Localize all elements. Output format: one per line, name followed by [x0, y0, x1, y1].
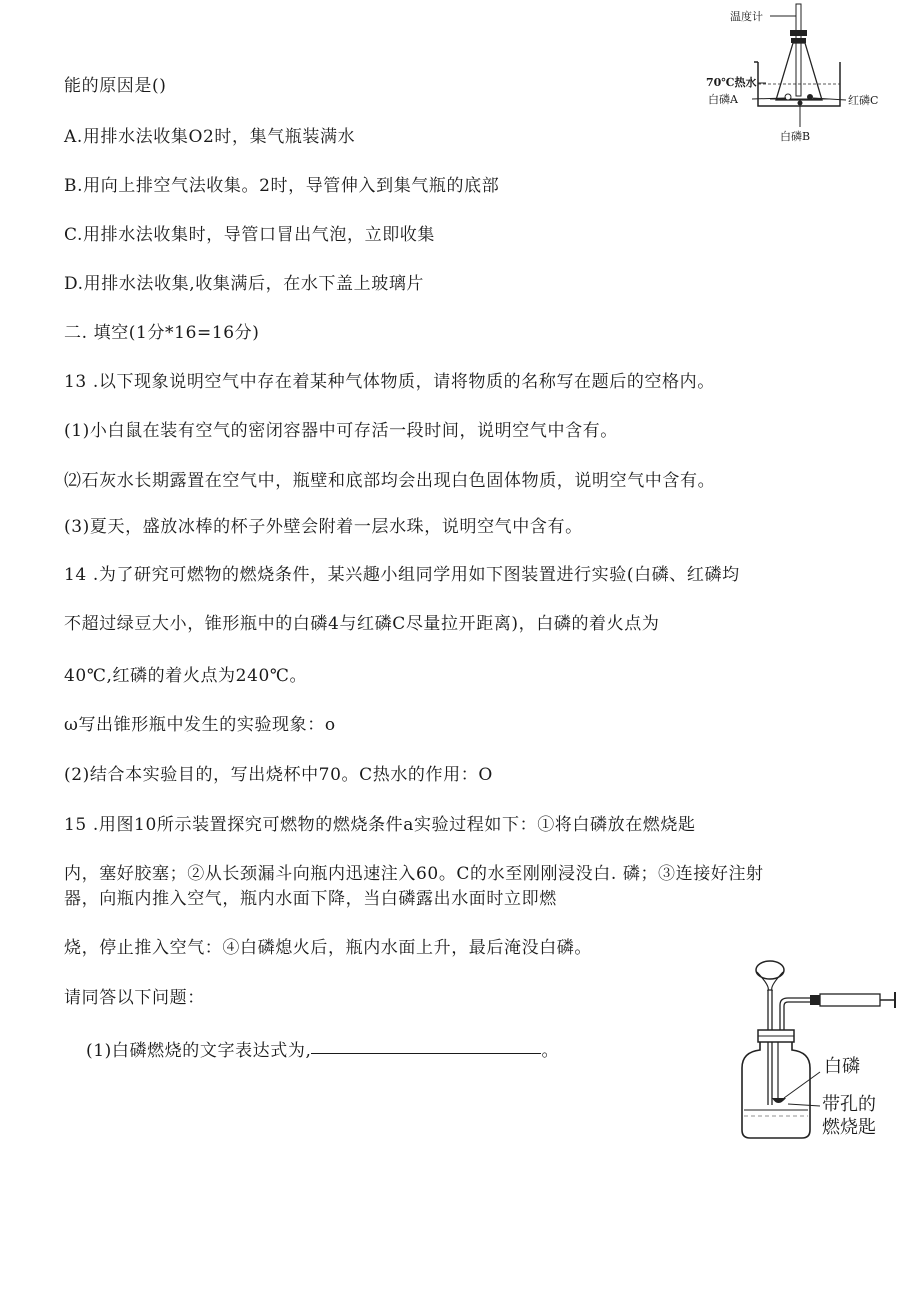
- syringe-icon: [820, 994, 880, 1006]
- question-15-1-text: (1)白磷燃烧的文字表达式为,: [86, 1041, 312, 1061]
- connector: [810, 995, 820, 1005]
- bottle-figure: [730, 950, 905, 1145]
- hot-water-label: 70℃热水: [706, 76, 757, 89]
- white-phosphorus-label: 白磷: [824, 1056, 860, 1077]
- option-d: D.用排水法收集,收集满后，在水下盖上玻璃片: [64, 274, 425, 294]
- option-a: A.用排水法收集O2时，集气瓶装满水: [64, 127, 356, 147]
- thermometer-label: 温度计: [730, 10, 763, 23]
- white-phosphorus-a-label: 白磷A: [708, 93, 738, 106]
- answer-blank: [311, 1035, 541, 1054]
- white-phosphorus-a-icon: [785, 94, 791, 100]
- red-phosphorus-c-label: 红磷C: [848, 94, 879, 107]
- spoon-leader: [788, 1104, 820, 1106]
- question-15: 15 .用图10所示装置探究可燃物的燃烧条件a实验过程如下：①将白磷放在燃烧匙: [64, 815, 696, 835]
- white-phosphorus-b-icon: [798, 101, 803, 106]
- question-14: 14 .为了研究可燃物的燃烧条件，某兴趣小组同学用如下图装置进行实验(白磷、红磷均: [64, 565, 740, 585]
- question-14-cont-1: 不超过绿豆大小，锥形瓶中的白磷4与红磷C尽量拉开距离)，白磷的着火点为: [64, 614, 660, 634]
- option-c: C.用排水法收集时，导管口冒出气泡，立即收集: [64, 225, 436, 245]
- bottle-icon: [742, 1042, 810, 1138]
- question-14-1: ω写出锥形瓶中发生的实验现象：o: [64, 715, 336, 735]
- question-15-cont-2: 器，向瓶内推入空气，瓶内水面下降，当白磷露出水面时立即燃: [64, 889, 557, 909]
- spoon-label-line2: 燃烧匙: [822, 1117, 876, 1138]
- question-15-cont-3: 烧，停止推入空气：④白磷熄火后，瓶内水面上升，最后淹没白磷。: [64, 938, 592, 958]
- question-13-2: ⑵石灰水长期露置在空气中，瓶壁和底部均会出现白色固体物质，说明空气中含有。: [64, 471, 716, 491]
- question-14-2: (2)结合本实验目的，写出烧杯中70。C热水的作用：O: [64, 765, 493, 785]
- side-tube-inner: [784, 1002, 810, 1030]
- option-b: B.用向上排空气法收集。2时，导管伸入到集气瓶的底部: [64, 176, 500, 196]
- stopper-top: [790, 30, 807, 36]
- beaker-figure: [700, 0, 900, 150]
- section-heading: 二. 填空(1分*16=16分): [64, 323, 260, 343]
- question-14-cont-2: 40℃,红磷的着火点为240℃。: [64, 666, 308, 686]
- combustion-spoon-icon: [772, 1098, 786, 1103]
- question-13-3: (3)夏天，盛放冰棒的杯子外壁会附着一层水珠，说明空气中含有。: [64, 517, 583, 537]
- white-phosphorus-leader: [784, 1072, 820, 1098]
- thermometer-icon: [796, 4, 801, 96]
- red-phosphorus-c-icon: [807, 94, 813, 100]
- question-15-cont-1: 内，塞好胶塞；②从长颈漏斗向瓶内迅速注入60。C的水至刚刚浸没白. 磷；③连接好注射: [64, 864, 764, 884]
- spoon-label-line1: 带孔的: [822, 1094, 876, 1115]
- question-13: 13 .以下现象说明空气中存在着某种气体物质，请将物质的名称写在题后的空格内。: [64, 372, 715, 392]
- question-15-1: [86, 1037, 559, 1063]
- question-15-1-end: 。: [541, 1041, 560, 1061]
- text-line-1: 能的原因是(): [64, 76, 167, 96]
- stopper-bottom: [791, 38, 806, 43]
- question-15-prompt: 请同答以下问题：: [64, 988, 205, 1008]
- question-13-1: (1)小白鼠在装有空气的密闭容器中可存活一段时间，说明空气中含有。: [64, 421, 618, 441]
- white-phosphorus-b-label: 白磷B: [780, 130, 811, 143]
